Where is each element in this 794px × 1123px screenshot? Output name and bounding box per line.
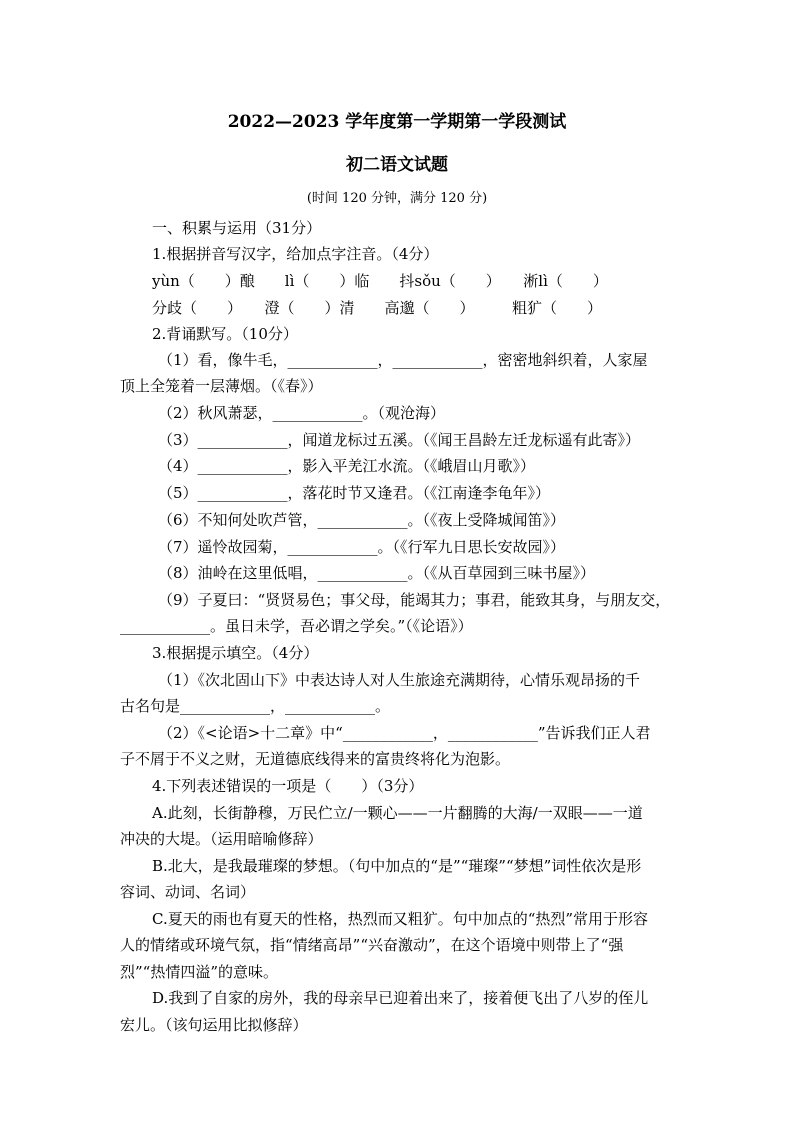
question-3-line: 子不屑于不义之财，无道德底线得来的富贵终将化为泡影。 xyxy=(120,750,511,768)
question-4-line: 烈”“热情四溢”的意味。 xyxy=(120,963,279,981)
exam-subtitle: 初二语文试题 xyxy=(346,155,448,175)
question-4-line: 人的情绪或环境气氛，指“情绪高昂”“兴奋激动”，在这个语境中则带上了“强 xyxy=(120,936,624,954)
question-2-line: （8）油岭在这里低唱，____________。（《从百草园到三味书屋》） xyxy=(158,564,596,582)
question-4-prompt: 4.下列表述错误的一项是（ ）（3分） xyxy=(152,777,424,795)
question-3-prompt: 3.根据提示填空。（4分） xyxy=(152,644,319,662)
question-2-line: （6）不知何处吹芦管，____________。（《夜上受降城闻笛》） xyxy=(158,511,566,529)
question-1-row-1: yùn（ ）酿 lì（ ）临 抖sǒu（ ） 淅lì（ ） xyxy=(152,272,608,290)
question-2-line: （5）____________，落花时节又逢君。（《江南逢李龟年》） xyxy=(158,484,551,502)
question-4-line: 冲决的大堤。（运用暗喻修辞） xyxy=(120,830,323,848)
question-2-line: （9）子夏曰：“贤贤易色；事父母，能竭其力；事君，能致其身，与朋友交， xyxy=(158,591,671,609)
question-2-prompt: 2.背诵默写。（10分） xyxy=(152,325,298,343)
question-1-row-2: 分歧（ ） 澄（ ）清 高邈（ ） 粗犷（ ） xyxy=(152,299,603,317)
question-3-line: 古名句是____________，____________。 xyxy=(120,697,391,715)
question-2-line: （3）____________，闻道龙标过五溪。（《闻王昌龄左迁龙标遥有此寄》） xyxy=(158,431,641,449)
question-4-line: A.此刻，长街静穆，万民伫立/一颗心——一片翻腾的大海/一双眼——一道 xyxy=(152,804,643,822)
question-2-line: （7）遥怜故园菊，____________。（《行军九日思长安故园》） xyxy=(158,538,566,556)
question-1-prompt: 1.根据拼音写汉字，给加点字注音。（4分） xyxy=(152,245,439,263)
question-2-line: 顶上全笼着一层薄烟。（《春》） xyxy=(120,377,323,395)
question-2-line: ____________。虽日未学，吾必谓之学矣。”（《论语》） xyxy=(120,617,473,635)
question-3-line: （1）《次北固山下》中表达诗人对人生旅途充满期待，心情乐观昂扬的千 xyxy=(158,671,641,689)
question-2-line: （4）____________，影入平羌江水流。（《峨眉山月歌》） xyxy=(158,457,536,475)
exam-title: 2022—2023 学年度第一学期第一学段测试 xyxy=(227,112,567,132)
question-4-line: B.北大，是我最璀璨的梦想。（句中加点的“是”“璀璨”“梦想”词性依次是形 xyxy=(152,857,642,875)
question-3-line: （2）《<论语>十二章》中“____________，____________”告诉我们正人君 xyxy=(158,724,651,742)
exam-note: (时间 120 分钟，满分 120 分) xyxy=(306,191,488,206)
section-heading: 一、积累与运用（31分） xyxy=(152,219,322,237)
question-4-line: D.我到了自家的房外，我的母亲早已迎着出来了，接着便飞出了八岁的侄儿 xyxy=(152,989,649,1007)
question-2-line: （1）看，像牛毛，____________，____________，密密地斜织着，人家屋 xyxy=(158,351,648,369)
question-2-line: （2）秋风萧瑟，____________。（观沧海） xyxy=(158,404,446,422)
question-4-line: C.夏天的雨也有夏天的性格，热烈而又粗犷。句中加点的“热烈”常用于形容 xyxy=(152,910,649,928)
question-4-line: 容词、动词、名词） xyxy=(120,883,256,901)
question-4-line: 宏儿。（该句运用比拟修辞） xyxy=(120,1016,308,1034)
